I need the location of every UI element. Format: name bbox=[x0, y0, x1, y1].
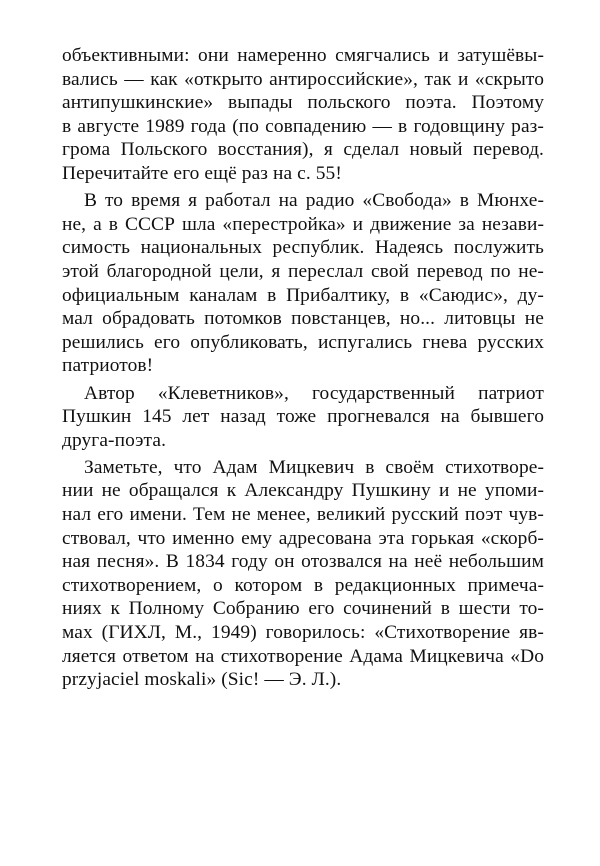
text-page bbox=[62, 44, 544, 692]
text-line: ниях к Полному Собранию его сочинений в шести то- bbox=[62, 598, 544, 620]
text-line: объективными: они намеренно смягчались и затушёвы- bbox=[62, 45, 544, 66]
paragraph-4 bbox=[62, 456, 544, 692]
paragraph-1 bbox=[62, 44, 544, 186]
text-line: нал его имени. Тем не менее, великий русский поэт чув- bbox=[62, 504, 544, 526]
text-line: антипушкинские» выпады польского поэта. Поэтому bbox=[62, 92, 544, 114]
text-line: мах (ГИХЛ, М., 1949) говорилось: «Стихотворение яв- bbox=[62, 622, 544, 644]
text-line: Автор «Клеветников», государственный патриот bbox=[84, 382, 544, 404]
paragraph-3 bbox=[62, 382, 544, 453]
text-line: ная песня». В 1834 году он отозвался на неё небольшим bbox=[62, 551, 544, 573]
text-line: не, а в СССР шла «перестройка» и движение за незави- bbox=[62, 213, 544, 235]
paragraph-2 bbox=[62, 189, 544, 378]
text-line: в августе 1989 года (по совпадению — в годовщину раз- bbox=[62, 115, 544, 137]
text-line: ляется ответом на стихотворение Адама Мицкевича «Do bbox=[62, 645, 544, 667]
text-line: симость национальных республик. Надеясь послужить bbox=[62, 237, 544, 259]
text-line: решились его опубликовать, испугались гнева русских bbox=[62, 331, 544, 353]
text-line: друга-поэта. bbox=[62, 429, 167, 451]
text-line: патриотов! bbox=[62, 355, 154, 377]
text-line: ствовал, что именно ему адресована эта горькая «скорб- bbox=[62, 527, 544, 549]
text-line: стихотворением, о котором в редакционных примеча- bbox=[62, 574, 544, 596]
text-line: этой благородной цели, я переслал свой перевод по не- bbox=[62, 260, 544, 282]
text-line: мал обрадовать потомков повстанцев, но... литовцы не bbox=[62, 308, 544, 330]
text-line: przyjaciel moskali» (Sic! — Э. Л.). bbox=[62, 669, 342, 691]
text-line: официальным каналам в Прибалтику, в «Саюдис», ду- bbox=[62, 284, 544, 306]
text-line: В то время я работал на радио «Свобода» в Мюнхе- bbox=[84, 190, 544, 212]
text-line: Заметьте, что Адам Мицкевич в своём стихотворе- bbox=[84, 456, 544, 478]
text-line: Пушкин 145 лет назад тоже прогневался на бывшего bbox=[62, 406, 544, 428]
text-line: грома Польского восстания), я сделал новый перевод. bbox=[62, 139, 544, 161]
text-line: вались — как «открыто антироссийские», так и «скрыто bbox=[62, 68, 544, 90]
text-line: Перечитайте его ещё раз на с. 55! bbox=[62, 162, 342, 184]
text-line: нии не обращался к Александру Пушкину и не упоми- bbox=[62, 480, 544, 502]
